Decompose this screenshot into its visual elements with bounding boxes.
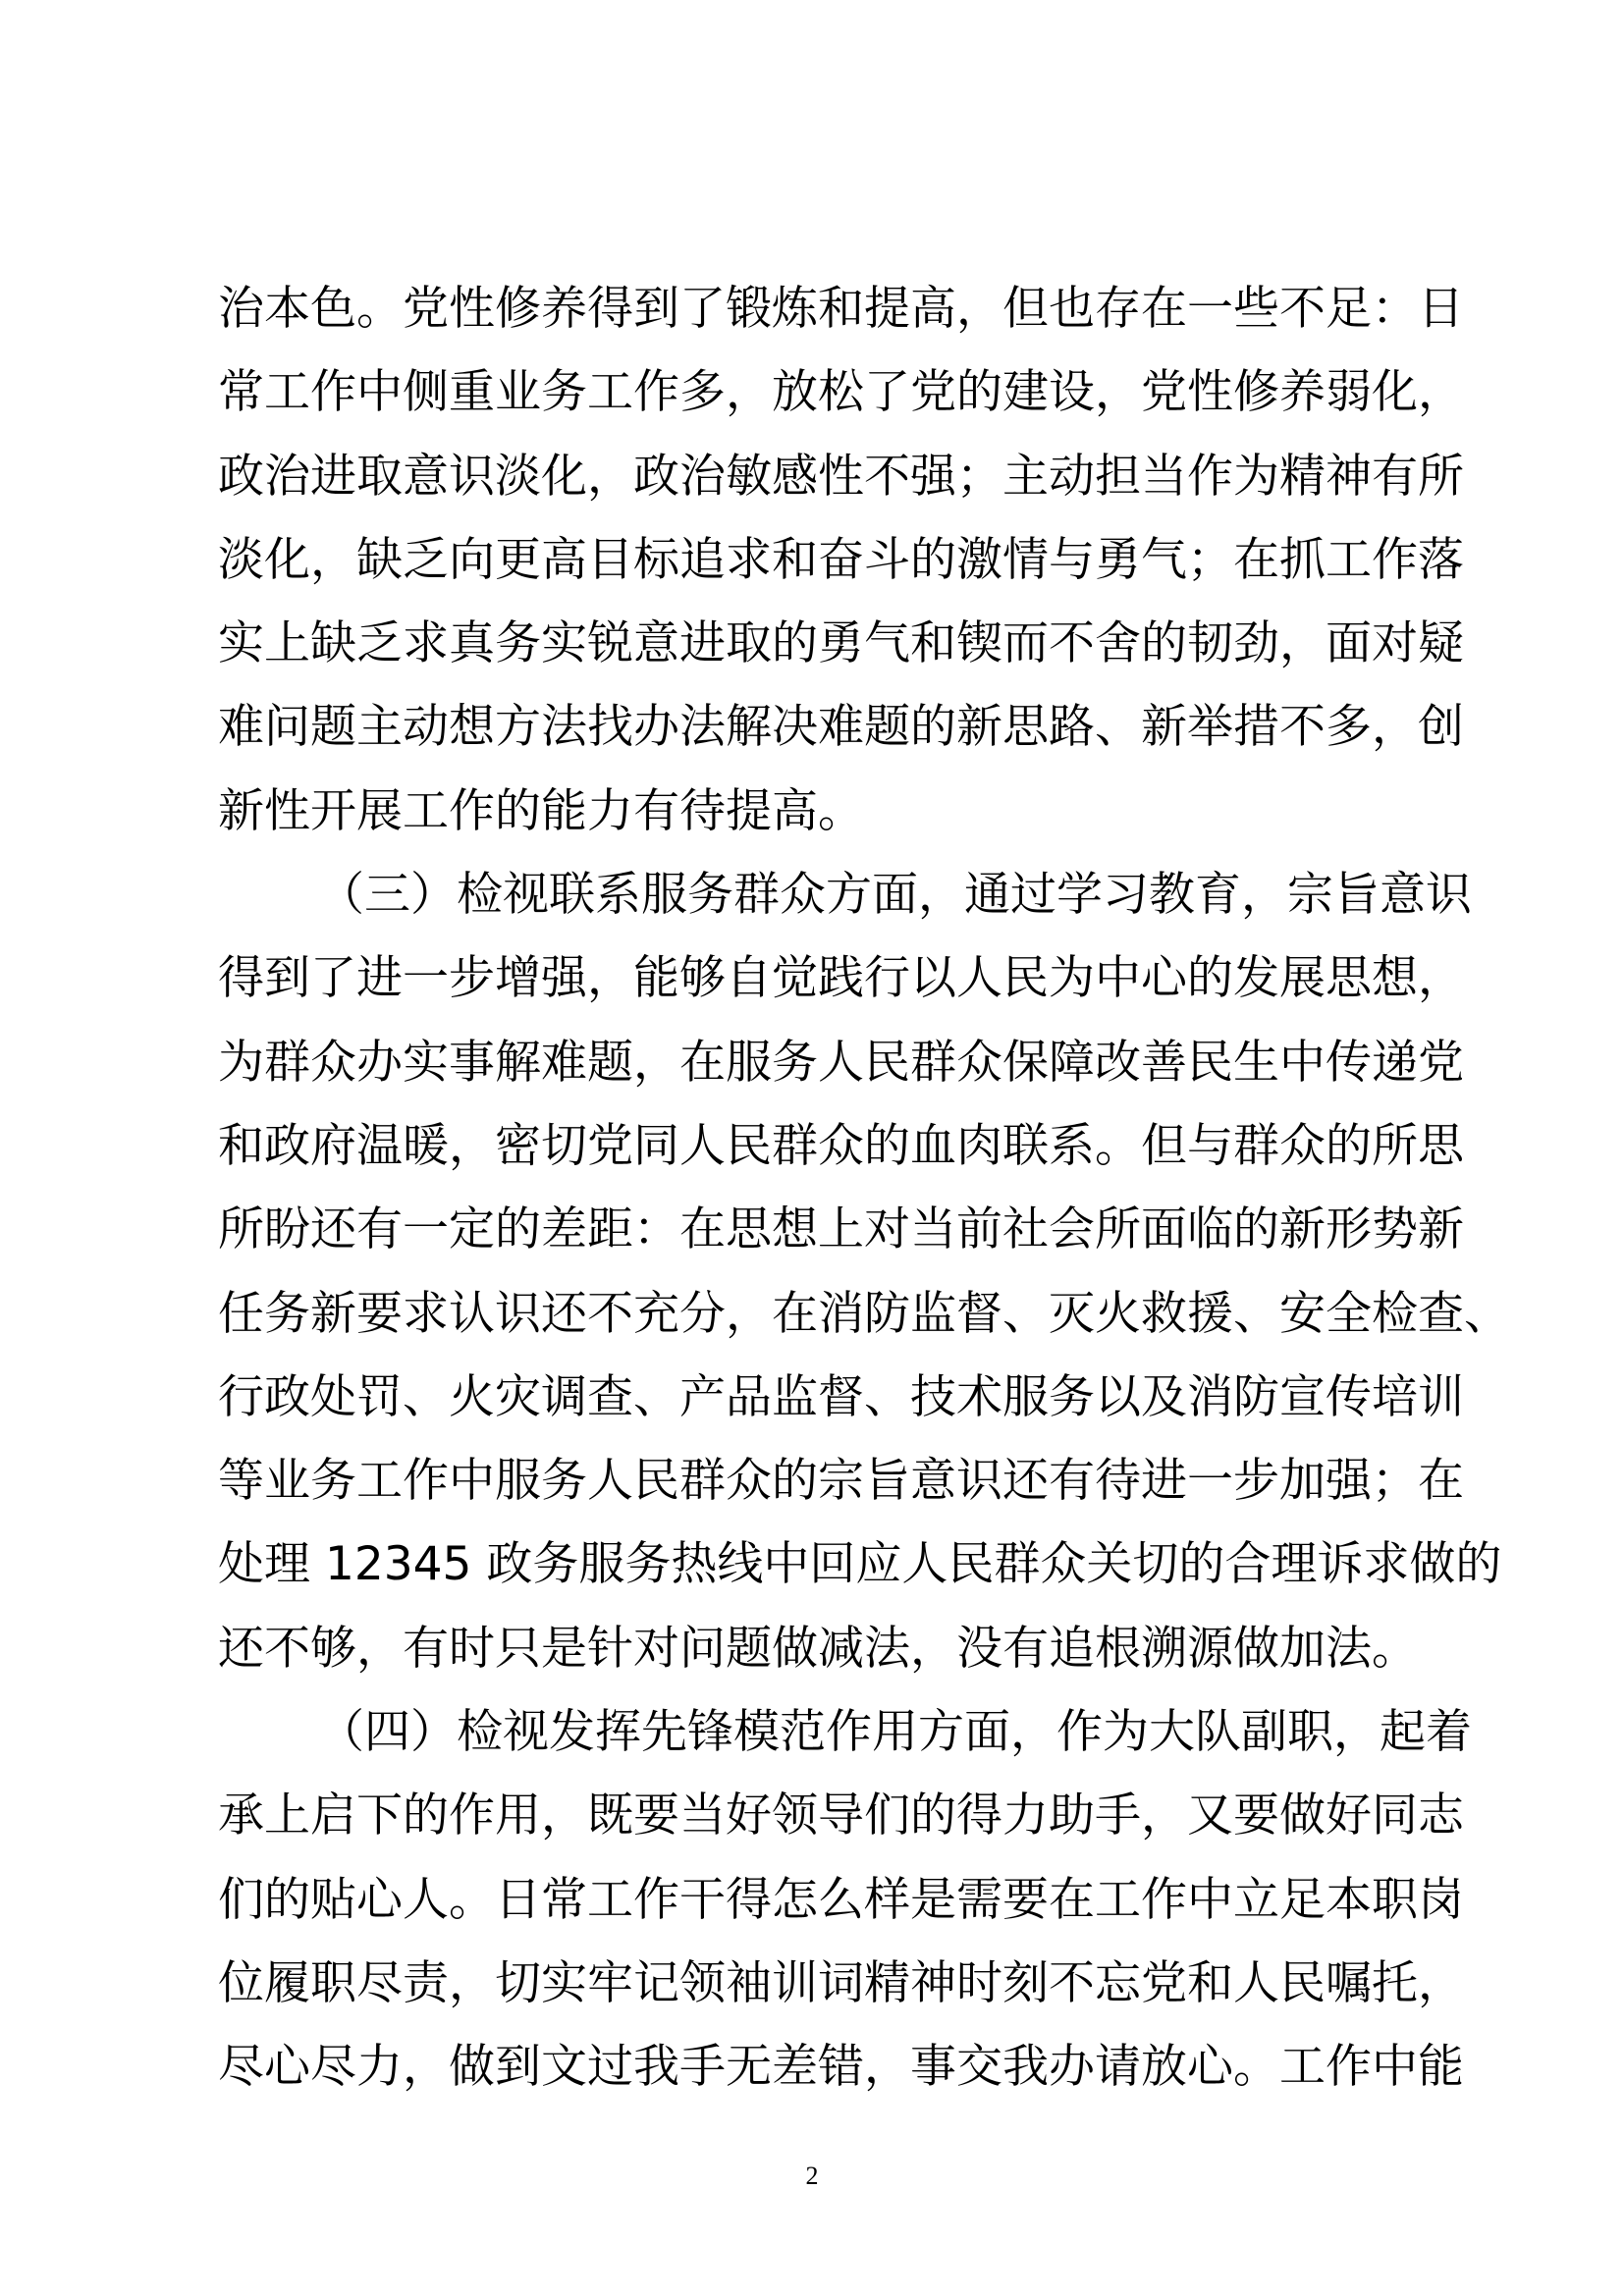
text-line: 所盼还有一定的差距：在思想上对当前社会所面临的新形势新: [218, 1202, 1464, 1257]
page-number: 2: [805, 2162, 819, 2190]
text-line: 新性开展工作的能力有待提高。: [218, 783, 864, 838]
text-line: 和政府温暖，密切党同人民群众的血肉联系。但与群众的所思: [218, 1118, 1464, 1173]
text-line: 常工作中侧重业务工作多，放松了党的建设，党性修养弱化，: [218, 365, 1464, 420]
text-line: 为群众办实事解难题，在服务人民群众保障改善民生中传递党: [218, 1035, 1464, 1090]
paragraph-first-line: （三）检视联系服务群众方面，通过学习教育，宗旨意识: [318, 868, 1472, 923]
text-line: 尽心尽力，做到文过我手无差错，事交我办请放心。工作中能: [218, 2040, 1464, 2095]
text-line: 还不够，有时只是针对问题做减法，没有追根溯源做加法。: [218, 1621, 1418, 1676]
text-line: 淡化，缺乏向更高目标追求和奋斗的激情与勇气；在抓工作落: [218, 532, 1464, 587]
text-line: 难问题主动想方法找办法解决难题的新思路、新举措不多，创: [218, 700, 1464, 755]
body-text: [218, 267, 1510, 2109]
text-line: 治本色。党性修养得到了锻炼和提高，但也存在一些不足：日: [218, 282, 1464, 336]
text-line: 得到了进一步增强，能够自觉践行以人民为中心的发展思想，: [218, 951, 1464, 1006]
text-line: 位履职尽责，切实牢记领袖训词精神时刻不忘党和人民嘱托，: [218, 1955, 1464, 2010]
text-line: 承上启下的作用，既要当好领导们的得力助手，又要做好同志: [218, 1789, 1464, 1843]
text-line: 实上缺乏求真务实锐意进取的勇气和锲而不舍的韧劲，面对疑: [218, 616, 1464, 671]
text-line: 等业务工作中服务人民群众的宗旨意识还有待进一步加强；在: [218, 1454, 1464, 1509]
text-line: 政治进取意识淡化，政治敏感性不强；主动担当作为精神有所: [218, 449, 1464, 504]
text-line: 行政处罚、火灾调查、产品监督、技术服务以及消防宣传培训: [218, 1369, 1464, 1424]
text-line: 任务新要求认识还不充分，在消防监督、灭火救援、安全检查、: [218, 1286, 1510, 1341]
text-line: 们的贴心人。日常工作干得怎么样是需要在工作中立足本职岗: [218, 1872, 1464, 1927]
text-line: 处理 12345 政务服务热线中回应人民群众关切的合理诉求做的: [218, 1537, 1502, 1592]
paragraph-first-line: （四）检视发挥先锋模范作用方面，作为大队副职，起着: [318, 1705, 1472, 1760]
